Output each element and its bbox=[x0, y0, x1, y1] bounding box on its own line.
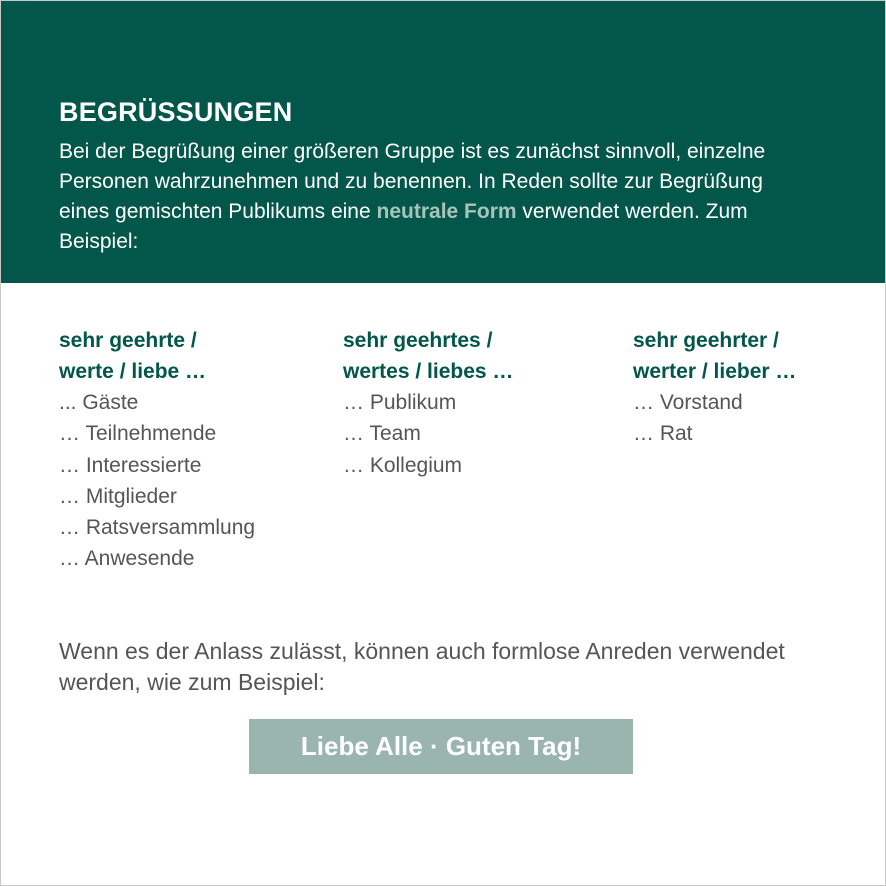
intro-text-before: Bei der Begrüßung einer größeren Gruppe ist es zunächst sinnvoll, einzelne Personen wahrzunehmen und zu benennen. In Reden sollte zur Begrüßung eines gemischten Publikums eine bbox=[59, 140, 766, 223]
intro-text-after: verwendet werden. Zum Beispiel: bbox=[59, 200, 748, 253]
informal-greeting-badge bbox=[249, 719, 633, 774]
list-item: … Team bbox=[343, 422, 421, 446]
column-heading-line1: sehr geehrte / bbox=[59, 329, 197, 352]
header-panel bbox=[1, 1, 885, 283]
list-item: … Interessierte bbox=[59, 453, 202, 477]
greeting-column-neuter bbox=[343, 325, 513, 481]
column-heading-line2: werter / lieber … bbox=[633, 360, 797, 383]
list-item: … Publikum bbox=[343, 391, 457, 414]
intro-highlight: neutrale Form bbox=[376, 200, 517, 223]
column-heading-line1: sehr geehrter / bbox=[633, 329, 779, 352]
greeting-column-feminine-plural bbox=[59, 325, 255, 575]
column-heading-line2: wertes / liebes … bbox=[343, 360, 514, 383]
intro-paragraph bbox=[59, 137, 799, 257]
list-item: ... Gäste bbox=[59, 391, 139, 414]
list-item: … Kollegium bbox=[343, 453, 463, 477]
list-item: … Anwesende bbox=[59, 547, 195, 571]
column-heading-line1: sehr geehrtes / bbox=[343, 329, 493, 352]
list-item: … Vorstand bbox=[633, 391, 743, 414]
greeting-column-masculine bbox=[633, 325, 796, 450]
page-title: BEGRÜSSUNGEN bbox=[59, 97, 293, 127]
column-heading-line2: werte / liebe … bbox=[59, 360, 207, 383]
outro-paragraph: Wenn es der Anlass zulässt, können auch formlose Anreden verwendet werden, wie zum Beispiel: bbox=[59, 638, 785, 695]
list-item: … Teilnehmende bbox=[59, 422, 217, 446]
badge-label: Liebe Alle · Guten Tag! bbox=[300, 731, 582, 761]
list-item: … Ratsversammlung bbox=[59, 516, 256, 540]
list-item: … Mitglieder bbox=[59, 484, 177, 508]
list-item: … Rat bbox=[633, 422, 693, 446]
